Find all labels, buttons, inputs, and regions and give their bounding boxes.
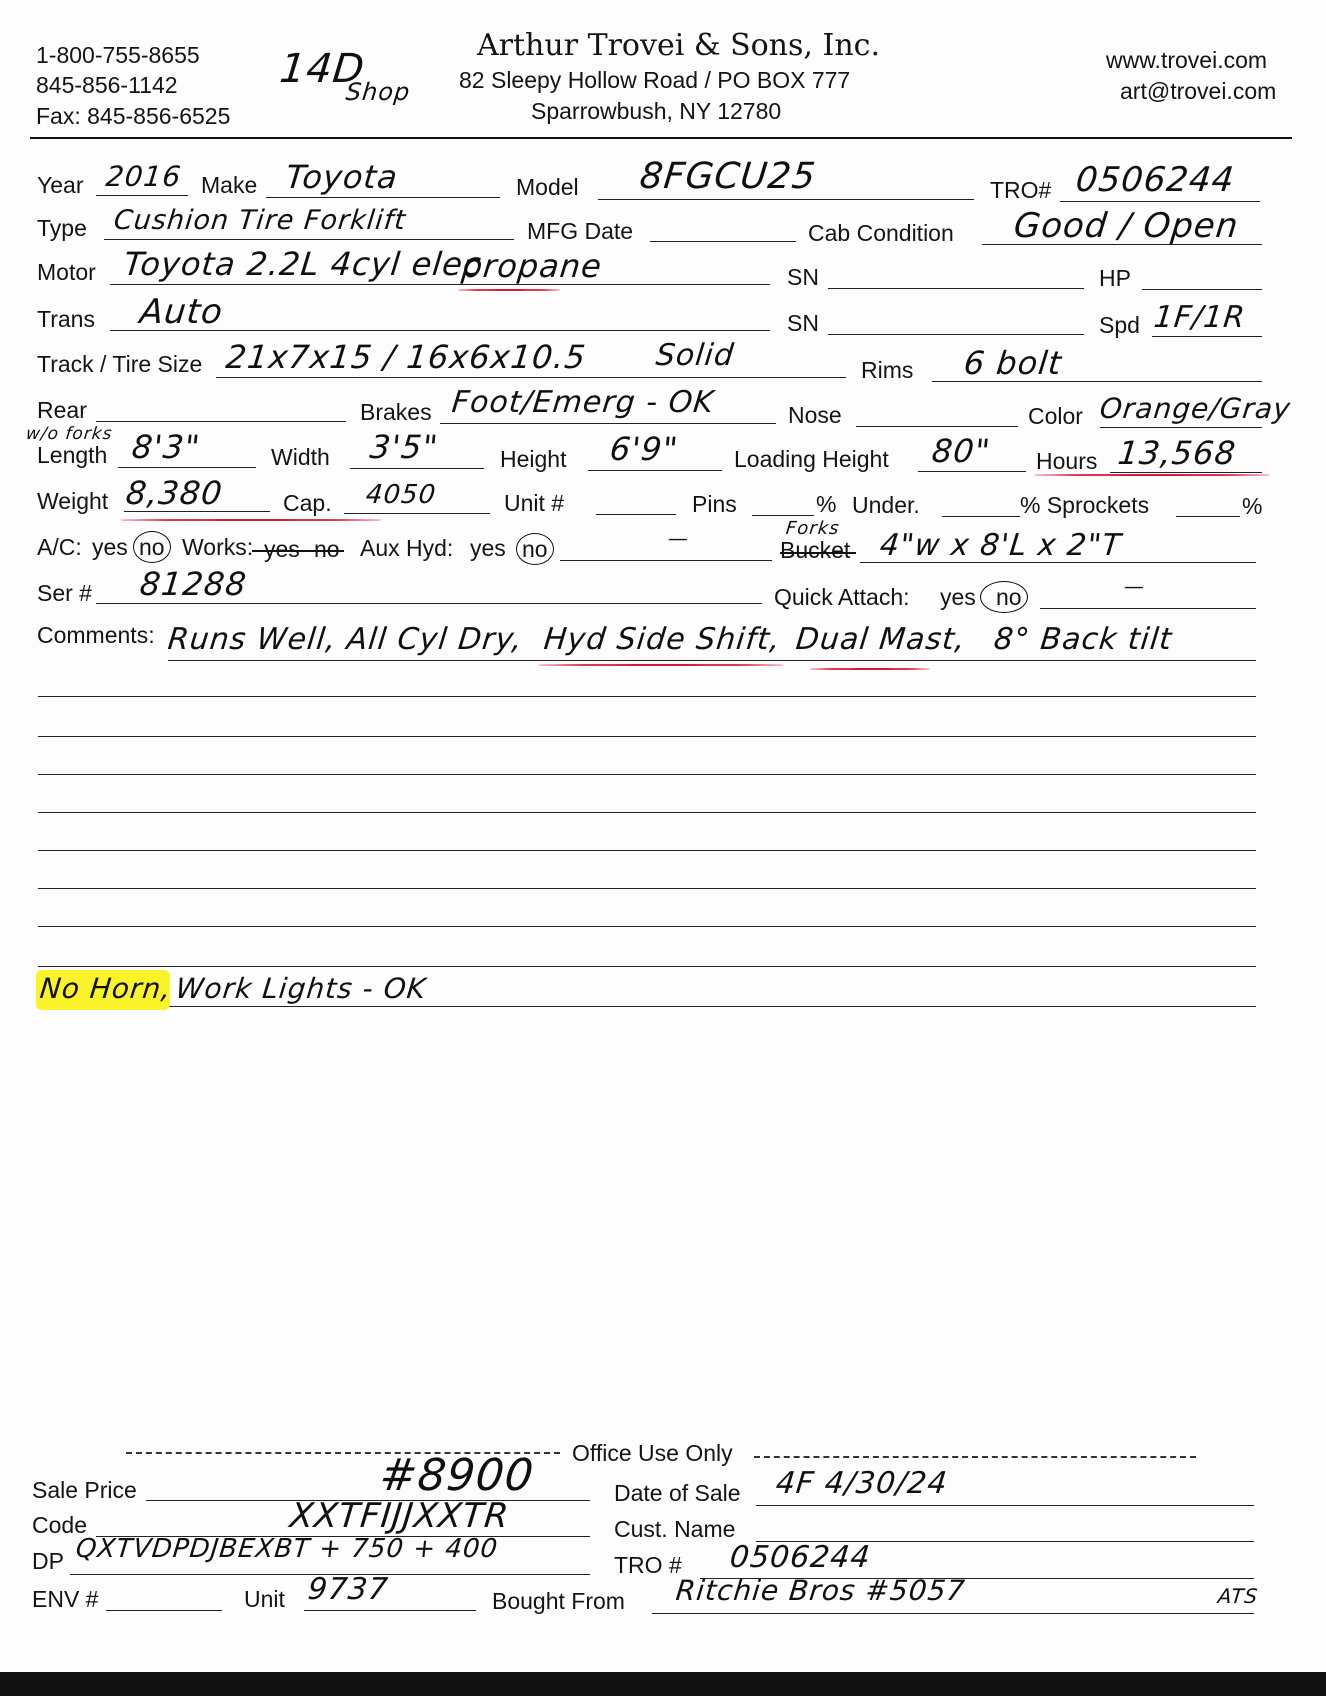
comment-1c: Dual Mast, (794, 622, 968, 657)
comment-line-4 (38, 774, 1256, 775)
value-width: 3'5" (368, 428, 441, 466)
label-works-no: no (314, 536, 340, 562)
comment-line-10 (38, 1006, 1256, 1007)
value-height: 6'9" (608, 430, 681, 468)
label-ac-no: no (139, 534, 165, 560)
line-pins (752, 515, 814, 516)
value-cab-condition: Good / Open (1011, 206, 1241, 246)
label-rear: Rear (37, 397, 87, 423)
label-works: Works: (182, 534, 254, 560)
label-quick-no: no (996, 584, 1022, 610)
label-sale-price: Sale Price (32, 1477, 137, 1503)
phone-2: 845-856-1142 (36, 72, 178, 98)
label-code: Code (32, 1512, 87, 1538)
label-pins-pct: % (816, 491, 837, 517)
value-sale-price: #8900 (377, 1450, 537, 1501)
label-ac-yes: yes (92, 534, 128, 560)
label-tro: TRO# (990, 177, 1052, 203)
strike-works (252, 550, 344, 552)
label-quick-attach: Quick Attach: (774, 584, 910, 610)
line-color (1100, 427, 1262, 428)
label-model: Model (516, 174, 579, 200)
line-rear (96, 421, 346, 422)
label-works-yes: yes (264, 536, 300, 562)
value-motor: Toyota 2.2L 4cyl elec (122, 245, 484, 283)
label-bucket: Bucket (780, 537, 851, 563)
value-type: Cushion Tire Forklift (112, 205, 408, 236)
value-rims: 6 bolt (962, 344, 1064, 382)
shop-note-sub: Shop (344, 78, 412, 106)
line-hours (1110, 472, 1262, 473)
label-motor-sn: SN (787, 264, 819, 290)
value-trans: Auto (137, 292, 226, 332)
line-model (598, 199, 974, 200)
label-cust-name: Cust. Name (614, 1516, 736, 1542)
circle-quick-no (980, 581, 1028, 613)
line-spd (1152, 336, 1262, 337)
label-under: Under. (852, 492, 920, 518)
value-length: 8'3" (130, 428, 203, 466)
line-brakes (440, 423, 776, 424)
label-office-tro: TRO # (614, 1552, 682, 1578)
comment-1a: Runs Well, All Cyl Dry, (166, 622, 525, 657)
company-email: art@trovei.com (1120, 78, 1277, 104)
label-pins: Pins (692, 491, 737, 517)
label-hours: Hours (1036, 448, 1098, 474)
comment-line-1 (168, 660, 1256, 661)
label-track-tire: Track / Tire Size (37, 351, 203, 377)
label-trans: Trans (37, 306, 95, 332)
comment-1d: 8° Back tilt (992, 622, 1175, 657)
label-height: Height (500, 446, 567, 472)
circle-ac-no (133, 531, 171, 563)
underline-dual-mast (810, 668, 930, 670)
header-rule (30, 137, 1292, 139)
line-motor (110, 284, 770, 285)
label-sprockets-pct: % (1242, 493, 1263, 519)
value-forks-dims: 4"w x 8'L x 2"T (878, 528, 1124, 563)
value-unit-office: 9737 (306, 1572, 391, 1607)
line-unit (596, 514, 676, 515)
line-type (104, 239, 514, 240)
value-model: 8FGCU25 (637, 156, 818, 197)
label-type: Type (37, 215, 87, 241)
office-use-title: Office Use Only (572, 1440, 733, 1466)
comment-line-9 (38, 966, 1256, 967)
line-track-tire (216, 377, 846, 378)
label-bought-from: Bought From (492, 1588, 625, 1614)
line-hp (1142, 289, 1262, 290)
line-make (266, 197, 500, 198)
label-cap: Cap. (283, 490, 332, 516)
label-nose: Nose (788, 402, 842, 428)
value-track-tire-note: Solid (654, 338, 736, 373)
value-quick-dash: — (1122, 574, 1147, 598)
strike-bucket (780, 552, 856, 554)
comment-line-2 (38, 696, 1256, 697)
comment-line-3 (38, 736, 1256, 737)
value-color: Orange/Gray (1098, 392, 1293, 425)
underline-hours (1034, 474, 1270, 476)
value-office-tro: 0506244 (728, 1540, 873, 1575)
label-aux-no: no (522, 536, 548, 562)
scan-edge-bar (0, 1672, 1326, 1696)
line-width (350, 468, 484, 469)
value-bought-from: Ritchie Bros #5057 (674, 1574, 968, 1607)
line-date-of-sale (756, 1505, 1254, 1506)
line-mfg-date (650, 241, 796, 242)
line-length (118, 467, 256, 468)
line-height (588, 470, 722, 471)
underline-motor-fuel (458, 289, 560, 291)
label-unit-office: Unit (244, 1586, 285, 1612)
value-motor-fuel: propane (460, 247, 604, 285)
label-date-of-sale: Date of Sale (614, 1480, 741, 1506)
underline-hyd-side-shift (538, 664, 784, 666)
comment-line-5 (38, 812, 1256, 813)
label-unit: Unit # (504, 490, 565, 516)
label-rims: Rims (861, 357, 914, 383)
label-comments: Comments: (37, 622, 155, 648)
value-tro: 0506244 (1073, 160, 1237, 200)
line-under (942, 516, 1020, 517)
company-address-1: 82 Sleepy Hollow Road / PO BOX 777 (459, 67, 851, 93)
line-sprockets (1176, 516, 1240, 517)
line-loading-height (918, 471, 1026, 472)
line-bought-from (652, 1613, 1254, 1614)
label-trans-sn: SN (787, 310, 819, 336)
value-cap: 4050 (364, 480, 438, 510)
value-initials: ATS (1216, 1584, 1260, 1608)
company-address-2: Sparrowbush, NY 12780 (531, 98, 782, 124)
label-motor: Motor (37, 259, 96, 285)
value-spd: 1F/1R (1152, 300, 1248, 335)
label-length: Length (37, 442, 108, 468)
label-spd: Spd (1099, 312, 1140, 338)
label-ac: A/C: (37, 534, 82, 560)
label-weight: Weight (37, 488, 109, 514)
label-quick-yes: yes (940, 584, 976, 610)
label-hp: HP (1099, 265, 1131, 291)
label-ser: Ser # (37, 580, 92, 606)
label-aux-yes: yes (470, 535, 506, 561)
line-unit-office (304, 1610, 476, 1611)
line-trans-sn (828, 334, 1084, 335)
value-length-note: w/o forks (24, 424, 114, 444)
value-ser: 81288 (138, 565, 249, 603)
office-dash-right (754, 1456, 1196, 1458)
shop-note-main: 14D (277, 46, 368, 92)
label-env: ENV # (32, 1586, 99, 1612)
line-quick-attach (1040, 608, 1256, 609)
line-env (106, 1610, 222, 1611)
value-code: XXTFIJJXXTR (287, 1496, 512, 1536)
label-sprockets: % Sprockets (1020, 492, 1150, 518)
value-date-of-sale: 4F 4/30/24 (774, 1466, 950, 1501)
comment-1b: Hyd Side Shift, (542, 622, 783, 657)
underline-weight-cap (120, 519, 382, 521)
value-hours: 13,568 (1116, 434, 1238, 472)
line-year (96, 195, 188, 196)
value-brakes: Foot/Emerg - OK (450, 385, 716, 420)
label-aux-hyd: Aux Hyd: (360, 535, 454, 561)
line-tro (1060, 201, 1260, 202)
label-mfg-date: MFG Date (527, 218, 634, 244)
label-dp: DP (32, 1548, 64, 1574)
comment-line-7 (38, 888, 1256, 889)
label-loading-height: Loading Height (734, 446, 889, 472)
company-name: Arthur Trovei & Sons, Inc. (477, 28, 880, 63)
value-loading-height: 80" (930, 432, 993, 470)
note-no-horn: No Horn, (38, 972, 174, 1005)
line-cap (344, 513, 490, 514)
label-width: Width (271, 444, 330, 470)
line-aux-hyd (560, 560, 772, 561)
value-aux-dash: — (666, 526, 691, 550)
line-ser (96, 603, 762, 604)
value-forks-note: Forks (784, 518, 841, 539)
value-track-tire: 21x7x15 / 16x6x10.5 (224, 338, 588, 376)
label-cab-condition: Cab Condition (808, 220, 954, 246)
fax-number: Fax: 845-856-6525 (36, 103, 231, 129)
note-work-lights: Work Lights - OK (174, 972, 428, 1005)
comment-line-6 (38, 850, 1256, 851)
value-make: Toyota (284, 158, 400, 196)
line-nose (856, 426, 1018, 427)
company-website: www.trovei.com (1106, 47, 1268, 73)
line-motor-sn (828, 288, 1084, 289)
circle-aux-no (516, 533, 554, 565)
label-brakes: Brakes (360, 399, 432, 425)
label-year: Year (37, 172, 84, 198)
label-color: Color (1028, 403, 1083, 429)
label-make: Make (201, 172, 258, 198)
phone-1: 1-800-755-8655 (36, 42, 200, 68)
value-year: 2016 (104, 160, 183, 193)
value-dp: QXTVDPDJBEXBT + 750 + 400 (74, 1534, 500, 1564)
comment-line-8 (38, 926, 1256, 927)
value-weight: 8,380 (124, 474, 225, 512)
